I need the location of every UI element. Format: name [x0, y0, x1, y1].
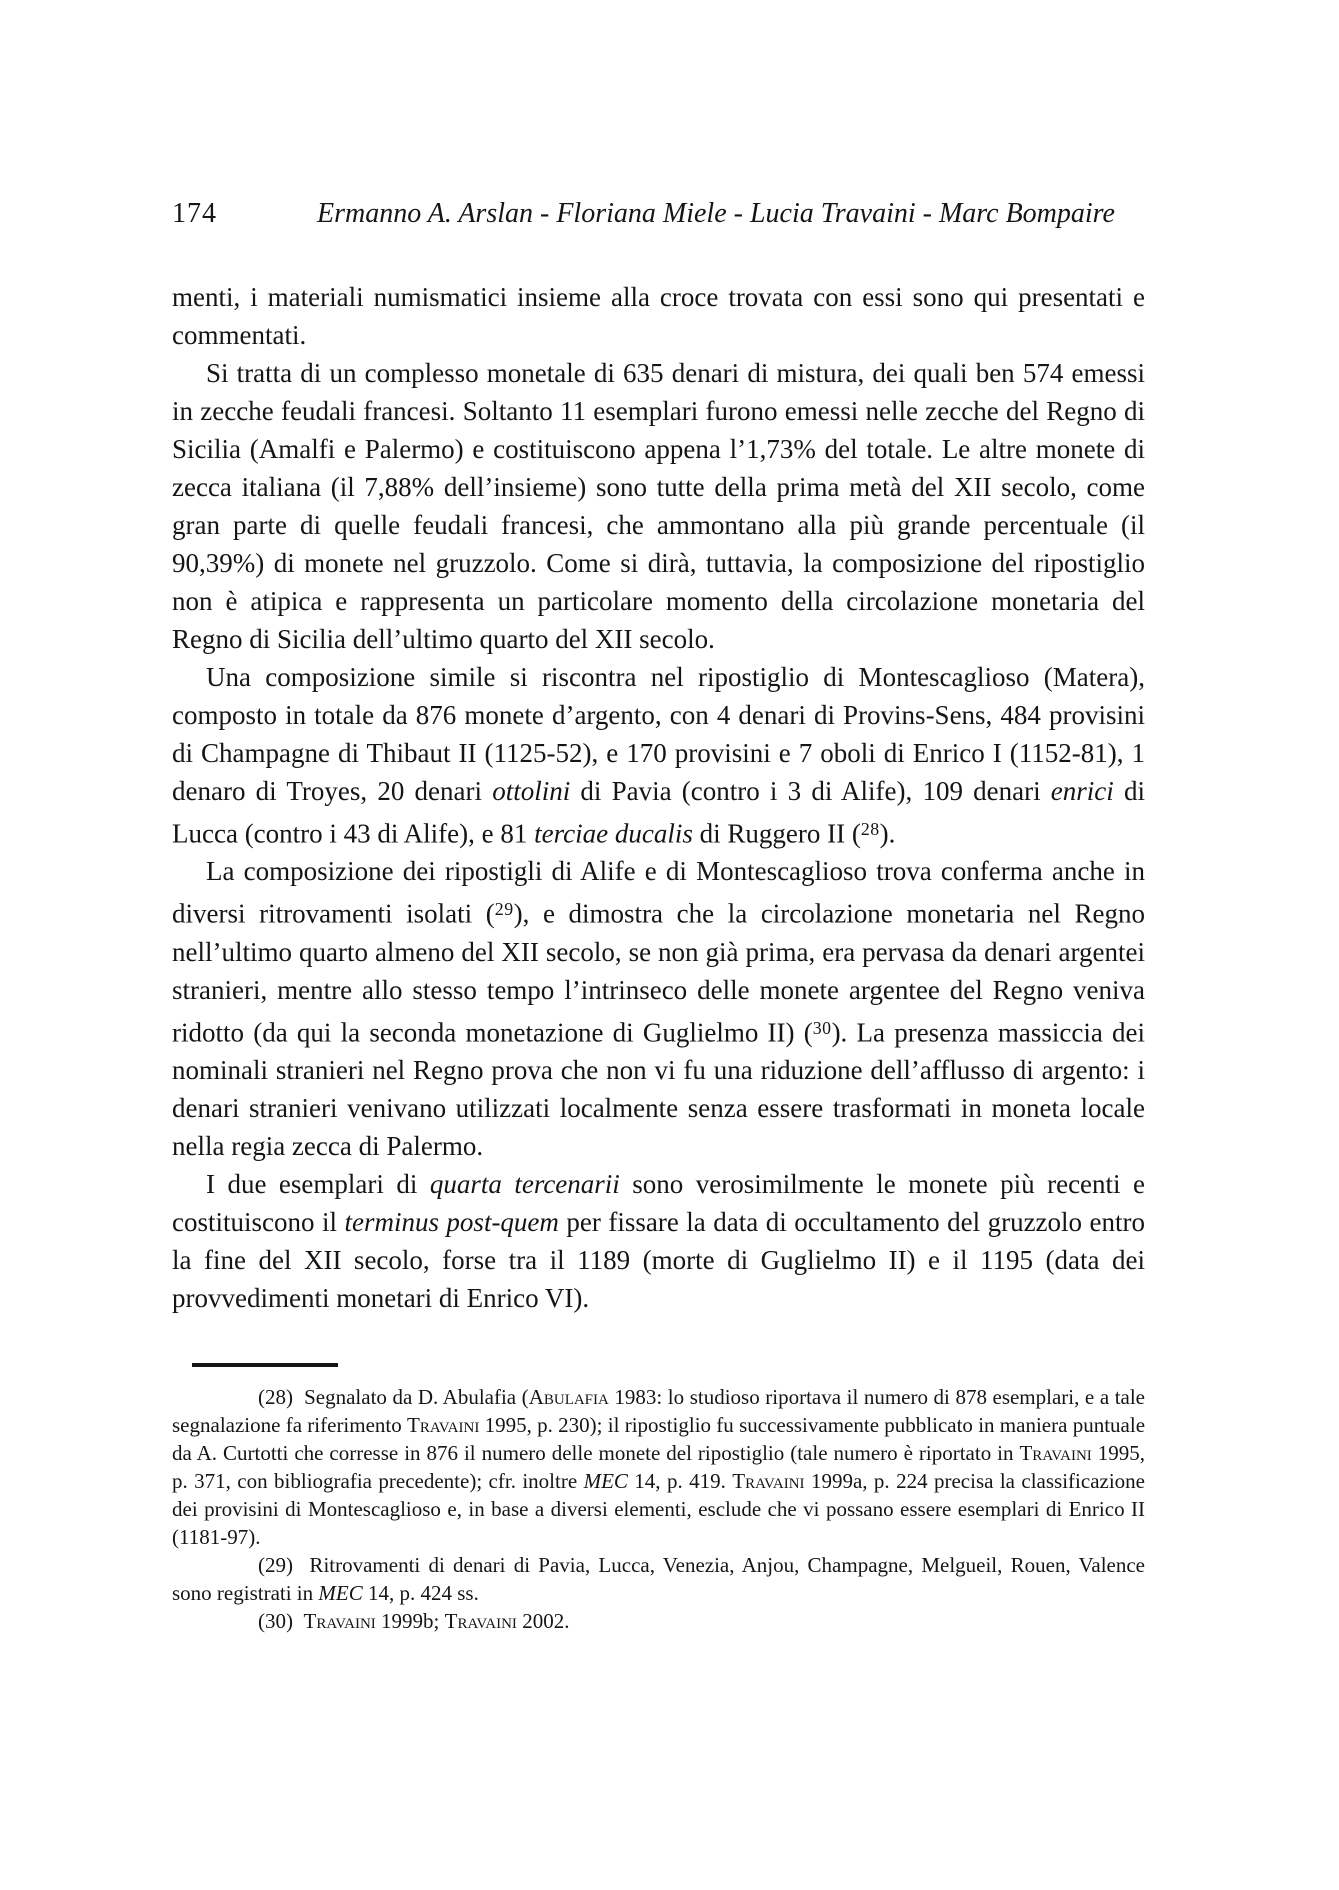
text-run-italic: enrici	[1050, 776, 1114, 806]
text-run-smallcaps: Travaini	[407, 1413, 480, 1438]
paragraph	[172, 354, 1145, 658]
text-run-plain: di Ruggero II (	[692, 818, 861, 849]
text-run-plain: 1995, p. 371, con bibliografia precedente); cfr. inoltre	[172, 1441, 1145, 1494]
text-run-italic: terminus post-quem	[344, 1207, 559, 1238]
text-run-plain: 14, p. 424 ss.	[362, 1581, 479, 1606]
text-run-plain: per fissare la data di occultamento del gruzzolo entro la fine del XII secolo, forse tra il 1189 (morte di Guglielmo II) e il 1195 (data dei provvedimenti monetari di Enrico VI).	[172, 1207, 1145, 1314]
text-run-smallcaps: Travaini	[732, 1469, 805, 1494]
text-run-plain: 1983: lo studioso riportava il numero di 878 esemplari, e a tale segnalazione fa riferimento	[172, 1385, 1146, 1438]
text-run-plain: ), e dimostra che la circolazione monetaria nel Regno nell’ultimo quarto almeno del XII secolo, se non già prima, era pervasa da denari argentei stranieri, mentre allo stesso tempo l’intrinseco delle monete argentee del Regno veniva ridotto (da qui la seconda monetazione di Guglielmo II) (	[172, 898, 1145, 1048]
footnotes	[172, 1383, 1145, 1635]
text-run-sup: 29	[494, 899, 514, 920]
text-run-plain: I due esemplari di	[206, 1169, 430, 1200]
text-run-plain: 1999b;	[375, 1609, 445, 1634]
page-number: 174	[172, 198, 217, 229]
footnote	[172, 1551, 1145, 1607]
text-run-plain: (29) Ritrovamenti di denari di Pavia, Lucca, Venezia, Anjou, Champagne, Melgueil, Rouen, Valence sono registrati in	[172, 1553, 1145, 1606]
paragraph	[172, 278, 1145, 354]
text-run-italic: quarta tercenarii	[429, 1169, 620, 1200]
text-run-smallcaps: Abulafia	[528, 1385, 609, 1410]
text-run-plain: 2002.	[516, 1609, 570, 1634]
text-run-plain: Una composizione simile si riscontra nel ripostiglio di Montescaglioso (Matera), composto in totale da 876 monete d’argento, con 4 denari di Provins-Sens, 484 provisini di Champagne di Thibaut II (1125-52), e 170 provisini e 7 oboli di Enrico I (1152-81), 1 denaro di Troyes, 20 denari	[172, 662, 1145, 806]
text-run-plain: Si tratta di un complesso monetale di 635 denari di mistura, dei quali ben 574 emessi in zecche feudali francesi. Soltanto 11 esemplari furono emessi nelle zecche del Regno di Sicilia (Amalfi e Palermo) e costituiscono appena l’1,73% del totale. Le altre monete di zecca italiana (il 7,88% dell’insieme) sono tutte della prima metà del XII secolo, come gran parte di quelle feudali francesi, che ammontano alla più grande percentuale (il 90,39%) di monete nel gruzzolo. Come si dirà, tuttavia, la composizione del ripostiglio non è atipica e rappresenta un particolare momento della circolazione monetaria del Regno di Sicilia dell’ultimo quarto del XII secolo.	[172, 358, 1145, 654]
text-run-plain: menti, i materiali numismatici insieme alla croce trovata con essi sono qui presentati e commentati.	[172, 282, 1145, 350]
text-run-smallcaps: Travaini	[444, 1609, 517, 1634]
running-head-authors: Ermanno A. Arslan - Floriana Miele - Lucia Travaini - Marc Bompaire	[317, 198, 1115, 229]
paragraph	[172, 658, 1145, 852]
paragraph	[172, 852, 1145, 1165]
text-run-plain: di Pavia (contro i 3 di Alife), 109 denari	[570, 776, 1051, 806]
text-run-smallcaps: Travaini	[303, 1609, 376, 1634]
text-run-plain: 1995, p. 230); il ripostiglio fu successivamente pubblicato in maniera puntuale da A. Curtotti che corresse in 876 il numero delle monete del ripostiglio (tale numero è riportato in	[172, 1413, 1146, 1466]
text-run-plain: di Lucca (contro i 43 di Alife), e 81	[172, 776, 1145, 849]
text-run-plain: (30)	[258, 1609, 304, 1634]
text-run-sup: 30	[812, 1017, 832, 1038]
text-run-plain: ).	[879, 818, 896, 849]
footnote	[172, 1383, 1145, 1551]
body-text	[172, 278, 1145, 1317]
text-run-plain: ). La presenza massiccia dei nominali stranieri nel Regno prova che non vi fu una riduzione dell’afflusso di argento: i denari stranieri venivano utilizzati localmente senza essere trasformati in moneta locale nella regia zecca di Palermo.	[172, 1017, 1146, 1162]
text-run-italic: MEC	[583, 1469, 628, 1494]
text-run-plain: 1999a, p. 224 precisa la classificazione dei provisini di Montescaglioso e, in base a diversi elementi, esclude che vi possano essere esemplari di Enrico II (1181-97).	[172, 1469, 1146, 1550]
text-run-italic: MEC	[318, 1581, 363, 1606]
footnote-separator-rule	[192, 1363, 338, 1367]
text-run-italic: ottolini	[492, 776, 571, 806]
paragraph	[172, 1165, 1145, 1317]
text-run-plain: La composizione dei ripostigli di Alife e di Montescaglioso trova conferma anche in diversi ritrovamenti isolati (	[172, 856, 1145, 929]
running-header	[172, 196, 1145, 232]
text-run-sup: 28	[860, 819, 880, 839]
text-run-smallcaps: Travaini	[1019, 1441, 1092, 1466]
text-run-italic: terciae ducalis	[534, 818, 693, 849]
text-run-plain: (28) Segnalato da D. Abulafia (	[258, 1385, 529, 1410]
footnote	[172, 1607, 1145, 1635]
text-run-plain: 14, p. 419.	[627, 1469, 733, 1494]
text-run-plain: sono verosimilmente le monete più recenti e costituiscono il	[172, 1169, 1146, 1238]
